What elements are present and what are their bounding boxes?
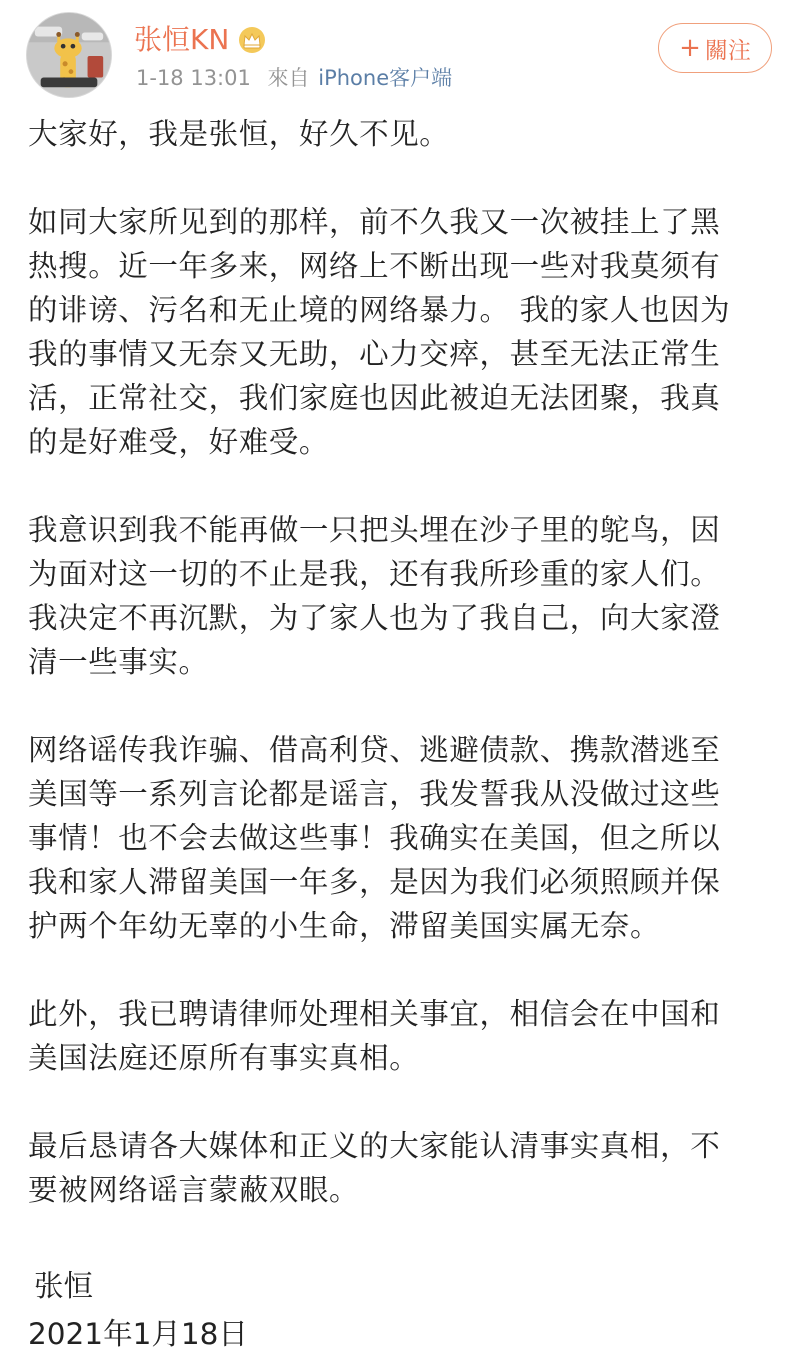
signature-date: 2021年1月18日 bbox=[28, 1317, 248, 1351]
plus-icon: + bbox=[679, 33, 701, 63]
paragraph-line: 此外，我已聘请律师处理相关事宜，相信会在中国和 bbox=[28, 997, 721, 1031]
crown-badge-icon bbox=[237, 25, 267, 55]
post-source-link[interactable]: iPhone客户端 bbox=[318, 66, 453, 90]
paragraph-gap bbox=[28, 684, 768, 728]
paragraph-line: 最后恳请各大媒体和正义的大家能认清事实真相，不 bbox=[28, 1129, 721, 1163]
paragraph-line: 我的事情又无奈又无助，心力交瘁，甚至无法正常生 bbox=[28, 337, 721, 371]
paragraph-gap bbox=[28, 156, 768, 200]
paragraph-gap bbox=[28, 1080, 768, 1124]
paragraph-gap bbox=[28, 948, 768, 992]
paragraph-line: 热搜。近一年多来，网络上不断出现一些对我莫须有 bbox=[28, 249, 721, 283]
post-paragraph bbox=[28, 728, 768, 948]
paragraph-line: 的诽谤、污名和无止境的网络暴力。 我的家人也因为 bbox=[28, 293, 731, 327]
paragraph-line: 护两个年幼无辜的小生命，滞留美国实属无奈。 bbox=[28, 909, 661, 943]
author-row bbox=[134, 20, 267, 60]
paragraph-line: 我决定不再沉默，为了家人也为了我自己，向大家澄 bbox=[28, 601, 721, 635]
paragraph-line: 网络谣传我诈骗、借高利贷、逃避债款、携款潜逃至 bbox=[28, 733, 721, 767]
post-paragraph bbox=[28, 1124, 768, 1212]
signature-name: 张恒 bbox=[34, 1269, 94, 1303]
paragraph-line: 的是好难受，好难受。 bbox=[28, 425, 330, 459]
follow-button-label: 關注 bbox=[704, 37, 751, 64]
post-content bbox=[28, 112, 768, 1358]
post-time: 1-18 13:01 bbox=[136, 66, 251, 90]
paragraph-line: 我意识到我不能再做一只把头埋在沙子里的鸵鸟，因 bbox=[28, 513, 721, 547]
post-header bbox=[0, 0, 800, 110]
paragraph-line: 活，正常社交，我们家庭也因此被迫无法团聚，我真 bbox=[28, 381, 721, 415]
paragraph-line: 清一些事实。 bbox=[28, 645, 209, 679]
paragraph-line: 美国等一系列言论都是谣言，我发誓我从没做过这些 bbox=[28, 777, 721, 811]
paragraph-line: 美国法庭还原所有事实真相。 bbox=[28, 1041, 420, 1075]
post-paragraph bbox=[28, 200, 768, 464]
author-name[interactable]: 张恒KN bbox=[134, 23, 230, 56]
post-paragraph bbox=[28, 992, 768, 1080]
post-meta bbox=[136, 62, 452, 94]
paragraph-line: 要被网络谣言蒙蔽双眼。 bbox=[28, 1173, 360, 1207]
signature-gap bbox=[28, 1212, 768, 1262]
paragraph-line: 事情！也不会去做这些事！我确实在美国，但之所以 bbox=[28, 821, 721, 855]
paragraph-line: 大家好，我是张恒，好久不见。 bbox=[28, 117, 450, 151]
follow-button[interactable] bbox=[658, 23, 772, 73]
from-label: 來自 bbox=[267, 66, 310, 90]
paragraph-line: 为面对这一切的不止是我，还有我所珍重的家人们。 bbox=[28, 557, 721, 591]
paragraph-gap bbox=[28, 464, 768, 508]
post-paragraph bbox=[28, 112, 768, 156]
giraffe-sticker-icon bbox=[27, 13, 111, 97]
paragraph-line: 如同大家所见到的那样，前不久我又一次被挂上了黑 bbox=[28, 205, 721, 239]
post-paragraph bbox=[28, 508, 768, 684]
paragraph-line: 我和家人滞留美国一年多，是因为我们必须照顾并保 bbox=[28, 865, 721, 899]
avatar[interactable] bbox=[26, 12, 112, 98]
